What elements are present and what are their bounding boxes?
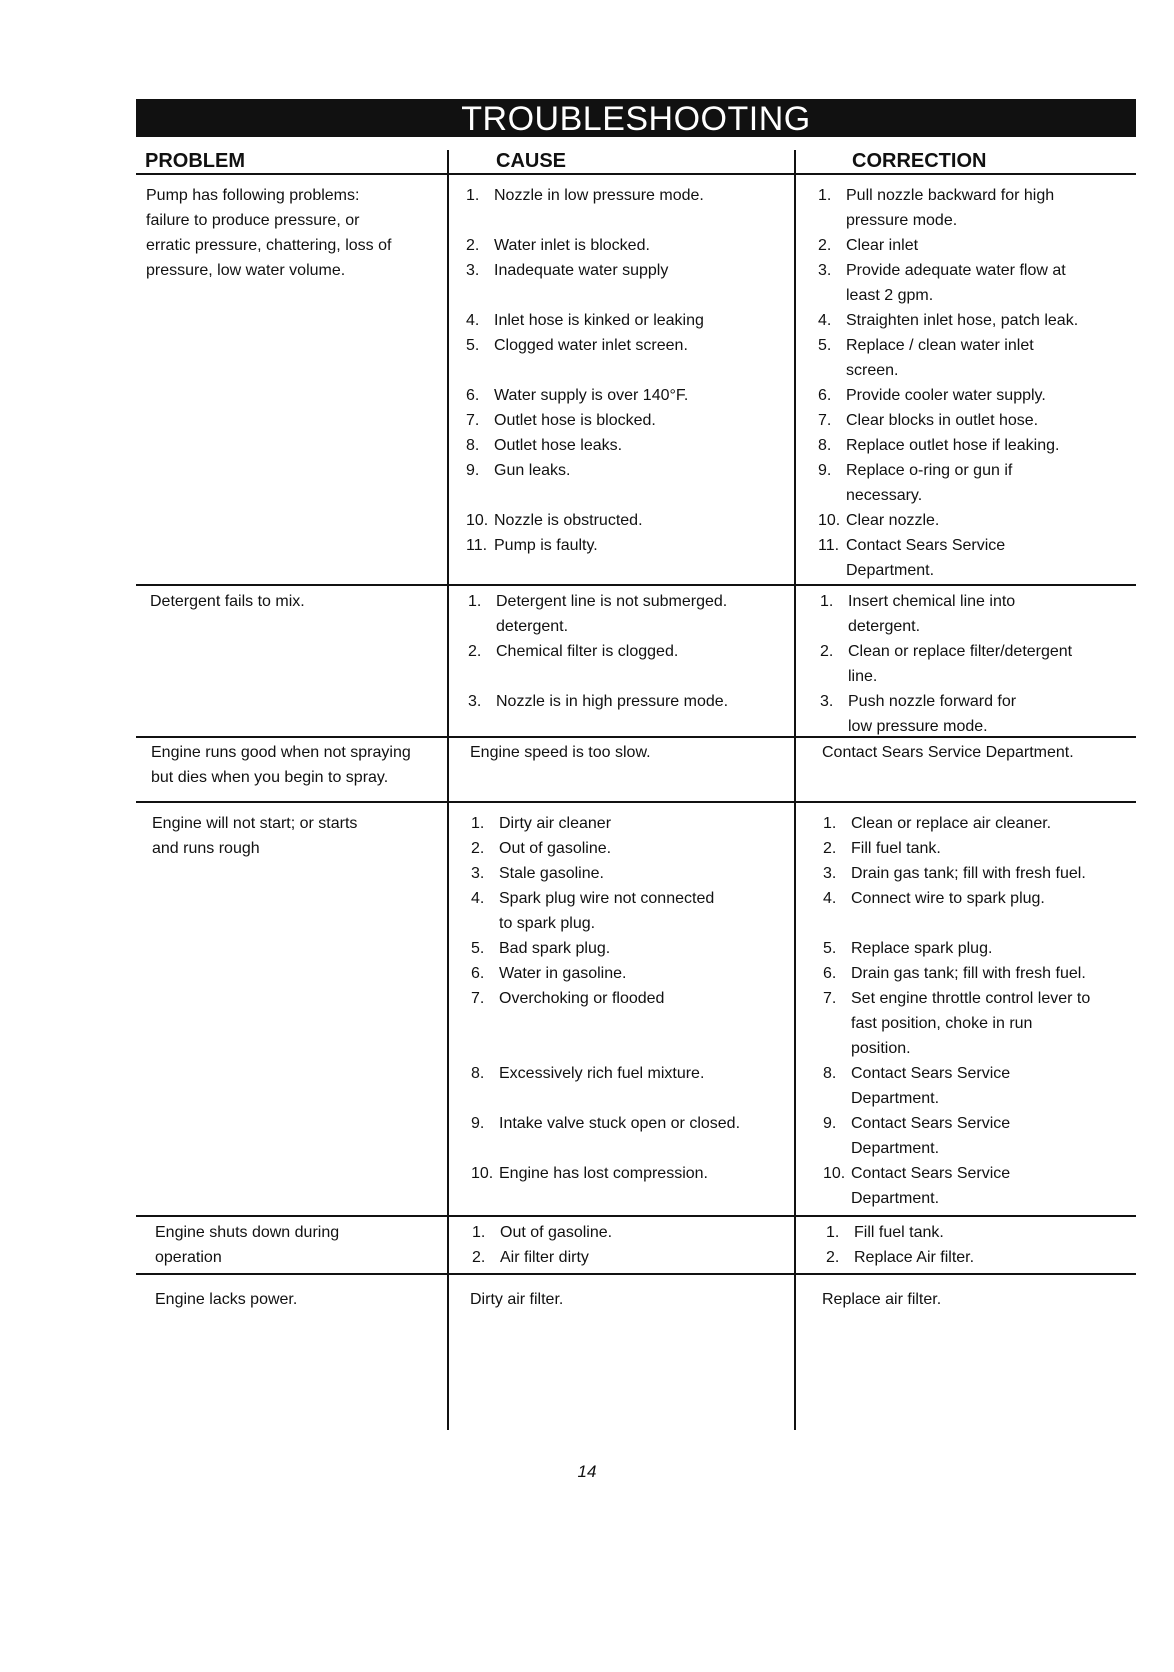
- correction-item: [818, 458, 1140, 508]
- cause-list: [472, 1220, 794, 1270]
- item-text: Connect wire to spark plug.: [851, 890, 1045, 907]
- header-rule: [136, 173, 1136, 175]
- item-number: 10.: [818, 512, 841, 529]
- item-text: Contact Sears Service: [851, 1115, 1011, 1132]
- item-text: Engine has lost compression.: [499, 1165, 708, 1182]
- problem-line: Engine shuts down during: [155, 1224, 340, 1241]
- cause-item: [471, 1111, 793, 1136]
- item-number: 2.: [471, 840, 485, 857]
- cause-item: [472, 1245, 794, 1270]
- item-number: 7.: [471, 990, 485, 1007]
- problem-line: operation: [155, 1249, 222, 1266]
- problem-cell: [146, 183, 441, 283]
- item-text: Nozzle is obstructed.: [494, 512, 643, 529]
- correction-item: [826, 1220, 1148, 1245]
- item-number: 4.: [466, 312, 480, 329]
- correction-item: [818, 433, 1140, 458]
- item-text: detergent.: [496, 618, 569, 635]
- item-text: Outlet hose leaks.: [494, 437, 623, 454]
- correction-item: [823, 986, 1145, 1061]
- item-number: 3.: [471, 865, 485, 882]
- cause-list: [471, 811, 793, 1186]
- cause-item: [466, 183, 788, 208]
- item-number: 2.: [823, 840, 837, 857]
- item-text: low pressure mode.: [848, 718, 988, 735]
- cause-item: [466, 333, 788, 358]
- item-text: Department.: [846, 562, 935, 579]
- column-divider-right: [794, 150, 796, 1430]
- cause-item: [466, 308, 788, 333]
- item-text: Stale gasoline.: [499, 865, 604, 882]
- cause-item: [466, 433, 788, 458]
- correction-item: [820, 639, 1142, 689]
- item-number: 11.: [818, 537, 840, 554]
- item-number: 1.: [818, 187, 832, 204]
- item-text: Fill fuel tank.: [854, 1224, 944, 1241]
- item-text: least 2 gpm.: [846, 287, 934, 304]
- item-number: 3.: [823, 865, 837, 882]
- item-text: Gun leaks.: [494, 462, 571, 479]
- item-text: Provide adequate water flow at: [846, 262, 1066, 279]
- problem-line: Engine will not start; or starts: [152, 815, 358, 832]
- item-number: 5.: [471, 940, 485, 957]
- problem-cell: [155, 1287, 445, 1312]
- item-text: Clear nozzle.: [846, 512, 940, 529]
- item-number: 9.: [818, 462, 832, 479]
- item-text: Clear blocks in outlet hose.: [846, 412, 1039, 429]
- spacer: [466, 483, 788, 508]
- spacer: [471, 1036, 793, 1061]
- item-text: Bad spark plug.: [499, 940, 611, 957]
- item-number: 1.: [472, 1224, 486, 1241]
- correction-item: [818, 258, 1140, 308]
- page-title-banner: TROUBLESHOOTING: [136, 99, 1136, 137]
- item-number: 3.: [818, 262, 832, 279]
- problem-line: failure to produce pressure, or: [146, 212, 360, 229]
- item-text: position.: [851, 1040, 911, 1057]
- problem-cell: [151, 740, 446, 790]
- correction-item: [826, 1245, 1148, 1270]
- item-number: 4.: [823, 890, 837, 907]
- item-text: Overchoking or flooded: [499, 990, 665, 1007]
- item-text: Contact Sears Service: [846, 537, 1006, 554]
- header-problem: PROBLEM: [145, 150, 245, 172]
- item-number: 11.: [466, 537, 488, 554]
- correction-item: [823, 811, 1145, 836]
- item-number: 10.: [471, 1165, 494, 1182]
- correction-cell: [822, 740, 1142, 765]
- correction-item: [820, 689, 1142, 739]
- item-text: Fill fuel tank.: [851, 840, 941, 857]
- item-text: Nozzle in low pressure mode.: [494, 187, 704, 204]
- problem-line: Detergent fails to mix.: [150, 593, 305, 610]
- correction-item: [823, 1161, 1145, 1211]
- spacer: [466, 358, 788, 383]
- item-text: line.: [848, 668, 878, 685]
- item-text: Water in gasoline.: [499, 965, 627, 982]
- correction-item: [823, 886, 1145, 911]
- problem-line: erratic pressure, chattering, loss of: [146, 237, 392, 254]
- item-number: 10.: [466, 512, 489, 529]
- item-text: Intake valve stuck open or closed.: [499, 1115, 741, 1132]
- item-text: Contact Sears Service: [851, 1165, 1011, 1182]
- spacer: [823, 911, 1145, 936]
- spacer: [471, 1086, 793, 1111]
- item-number: 2.: [466, 237, 480, 254]
- spacer: [471, 1136, 793, 1161]
- item-text: Replace outlet hose if leaking.: [846, 437, 1060, 454]
- correction-item: [818, 308, 1140, 333]
- item-number: 1.: [468, 593, 482, 610]
- item-text: Department.: [851, 1140, 940, 1157]
- problem-line: Engine runs good when not spraying: [151, 744, 411, 761]
- item-text: Replace Air filter.: [854, 1249, 975, 1266]
- item-number: 1.: [823, 815, 837, 832]
- item-text: fast position, choke in run: [851, 1015, 1033, 1032]
- item-number: 9.: [471, 1115, 485, 1132]
- item-number: 6.: [471, 965, 485, 982]
- correction-list: [826, 1220, 1148, 1270]
- cause-item: [466, 233, 788, 258]
- problem-line: and runs rough: [152, 840, 260, 857]
- section-divider: [136, 584, 1136, 586]
- item-text: to spark plug.: [499, 915, 596, 932]
- problem-cell: [155, 1220, 445, 1270]
- section-divider: [136, 801, 1136, 803]
- correction-item: [823, 861, 1145, 886]
- cause-list: [468, 589, 790, 714]
- item-number: 10.: [823, 1165, 846, 1182]
- problem-line: pressure, low water volume.: [146, 262, 346, 279]
- item-text: Clear inlet: [846, 237, 919, 254]
- item-number: 1.: [466, 187, 480, 204]
- cause-item: [466, 258, 788, 283]
- item-number: 7.: [818, 412, 832, 429]
- item-number: 5.: [823, 940, 837, 957]
- item-text: Excessively rich fuel mixture.: [499, 1065, 705, 1082]
- header-correction: CORRECTION: [852, 150, 987, 172]
- correction-item: [823, 961, 1145, 986]
- item-text: Clean or replace filter/detergent: [848, 643, 1073, 660]
- cause-item: [471, 986, 793, 1011]
- problem-cell: [150, 589, 440, 614]
- item-number: 9.: [823, 1115, 837, 1132]
- item-number: 6.: [818, 387, 832, 404]
- cause-item: [471, 836, 793, 861]
- item-number: 8.: [471, 1065, 485, 1082]
- correction-item: [818, 408, 1140, 433]
- item-number: 3.: [820, 693, 834, 710]
- correction-cell: [822, 1287, 1142, 1312]
- item-number: 5.: [818, 337, 832, 354]
- item-number: 1.: [471, 815, 485, 832]
- item-text: Drain gas tank; fill with fresh fuel.: [851, 865, 1086, 882]
- item-text: necessary.: [846, 487, 923, 504]
- problem-line: Pump has following problems:: [146, 187, 360, 204]
- item-number: 4.: [818, 312, 832, 329]
- item-text: Straighten inlet hose, patch leak.: [846, 312, 1079, 329]
- cause-item: [466, 508, 788, 533]
- cause-item: [466, 458, 788, 483]
- spacer: [468, 664, 790, 689]
- cause-item: [466, 533, 788, 558]
- cause-item: [471, 811, 793, 836]
- item-text: Push nozzle forward for: [848, 693, 1017, 710]
- item-number: 2.: [818, 237, 832, 254]
- cause-item: [466, 383, 788, 408]
- problem-cell: [152, 811, 442, 861]
- problem-line: but dies when you begin to spray.: [151, 769, 389, 786]
- item-text: Air filter dirty: [500, 1249, 589, 1266]
- correction-item: [818, 508, 1140, 533]
- item-number: 7.: [466, 412, 480, 429]
- item-number: 1.: [826, 1224, 840, 1241]
- correction-list: [820, 589, 1142, 739]
- page-number: 14: [577, 1462, 597, 1481]
- item-text: Water inlet is blocked.: [494, 237, 650, 254]
- correction-item: [818, 183, 1140, 233]
- section-divider: [136, 1215, 1136, 1217]
- item-text: Out of gasoline.: [500, 1224, 613, 1241]
- item-text: screen.: [846, 362, 899, 379]
- correction-item: [823, 1111, 1145, 1161]
- cause-item: [466, 408, 788, 433]
- correction-list: [818, 183, 1140, 583]
- item-text: Outlet hose is blocked.: [494, 412, 656, 429]
- item-text: Insert chemical line into: [848, 593, 1016, 610]
- cause-text: Dirty air filter.: [470, 1291, 564, 1308]
- item-number: 2.: [472, 1249, 486, 1266]
- correction-item: [823, 836, 1145, 861]
- spacer: [471, 1011, 793, 1036]
- item-number: 8.: [466, 437, 480, 454]
- correction-item: [820, 589, 1142, 639]
- cause-item: [468, 639, 790, 664]
- item-number: 9.: [466, 462, 480, 479]
- item-text: Contact Sears Service: [851, 1065, 1011, 1082]
- item-number: 8.: [823, 1065, 837, 1082]
- problem-line: Engine lacks power.: [155, 1291, 298, 1308]
- item-number: 1.: [820, 593, 834, 610]
- cause-item: [472, 1220, 794, 1245]
- spacer: [466, 208, 788, 233]
- item-text: Department.: [851, 1190, 940, 1207]
- correction-list: [823, 811, 1145, 1211]
- cause-item: [468, 589, 790, 639]
- correction-item: [823, 936, 1145, 961]
- cause-list: [466, 183, 788, 558]
- item-text: detergent.: [848, 618, 921, 635]
- item-text: Inlet hose is kinked or leaking: [494, 312, 704, 329]
- cause-item: [471, 1161, 793, 1186]
- item-text: Department.: [851, 1090, 940, 1107]
- section-divider: [136, 1273, 1136, 1275]
- item-text: Replace o-ring or gun if: [846, 462, 1013, 479]
- item-text: Nozzle is in high pressure mode.: [496, 693, 729, 710]
- column-divider-left: [447, 150, 449, 1430]
- cause-item: [471, 886, 793, 936]
- cause-item: [471, 1061, 793, 1086]
- item-text: Replace / clean water inlet: [846, 337, 1034, 354]
- item-number: 4.: [471, 890, 485, 907]
- cause-cell: [470, 740, 790, 765]
- header-cause: CAUSE: [496, 150, 567, 172]
- item-text: Inadequate water supply: [494, 262, 669, 279]
- item-text: Drain gas tank; fill with fresh fuel.: [851, 965, 1086, 982]
- item-text: Clean or replace air cleaner.: [851, 815, 1052, 832]
- item-text: Out of gasoline.: [499, 840, 612, 857]
- correction-item: [818, 533, 1140, 583]
- item-number: 7.: [823, 990, 837, 1007]
- item-text: Dirty air cleaner: [499, 815, 612, 832]
- item-text: Spark plug wire not connected: [499, 890, 715, 907]
- cause-item: [471, 861, 793, 886]
- cause-cell: [470, 1287, 790, 1312]
- cause-item: [471, 936, 793, 961]
- correction-item: [818, 333, 1140, 383]
- item-number: 2.: [820, 643, 834, 660]
- correction-text: Contact Sears Service Department.: [822, 744, 1074, 761]
- spacer: [466, 283, 788, 308]
- item-number: 3.: [466, 262, 480, 279]
- item-text: Water supply is over 140°F.: [494, 387, 689, 404]
- item-number: 3.: [468, 693, 482, 710]
- item-text: Detergent line is not submerged.: [496, 593, 728, 610]
- item-text: Set engine throttle control lever to: [851, 990, 1091, 1007]
- item-text: Replace spark plug.: [851, 940, 993, 957]
- cause-item: [468, 689, 790, 714]
- cause-item: [471, 961, 793, 986]
- cause-text: Engine speed is too slow.: [470, 744, 651, 761]
- item-number: 2.: [468, 643, 482, 660]
- item-number: 6.: [823, 965, 837, 982]
- correction-item: [823, 1061, 1145, 1111]
- item-text: pressure mode.: [846, 212, 958, 229]
- item-text: Pull nozzle backward for high: [846, 187, 1055, 204]
- item-text: Chemical filter is clogged.: [496, 643, 679, 660]
- item-number: 8.: [818, 437, 832, 454]
- item-text: Pump is faulty.: [494, 537, 598, 554]
- correction-item: [818, 233, 1140, 258]
- correction-text: Replace air filter.: [822, 1291, 942, 1308]
- item-number: 5.: [466, 337, 480, 354]
- item-number: 6.: [466, 387, 480, 404]
- correction-item: [818, 383, 1140, 408]
- item-text: Clogged water inlet screen.: [494, 337, 688, 354]
- item-number: 2.: [826, 1249, 840, 1266]
- item-text: Provide cooler water supply.: [846, 387, 1046, 404]
